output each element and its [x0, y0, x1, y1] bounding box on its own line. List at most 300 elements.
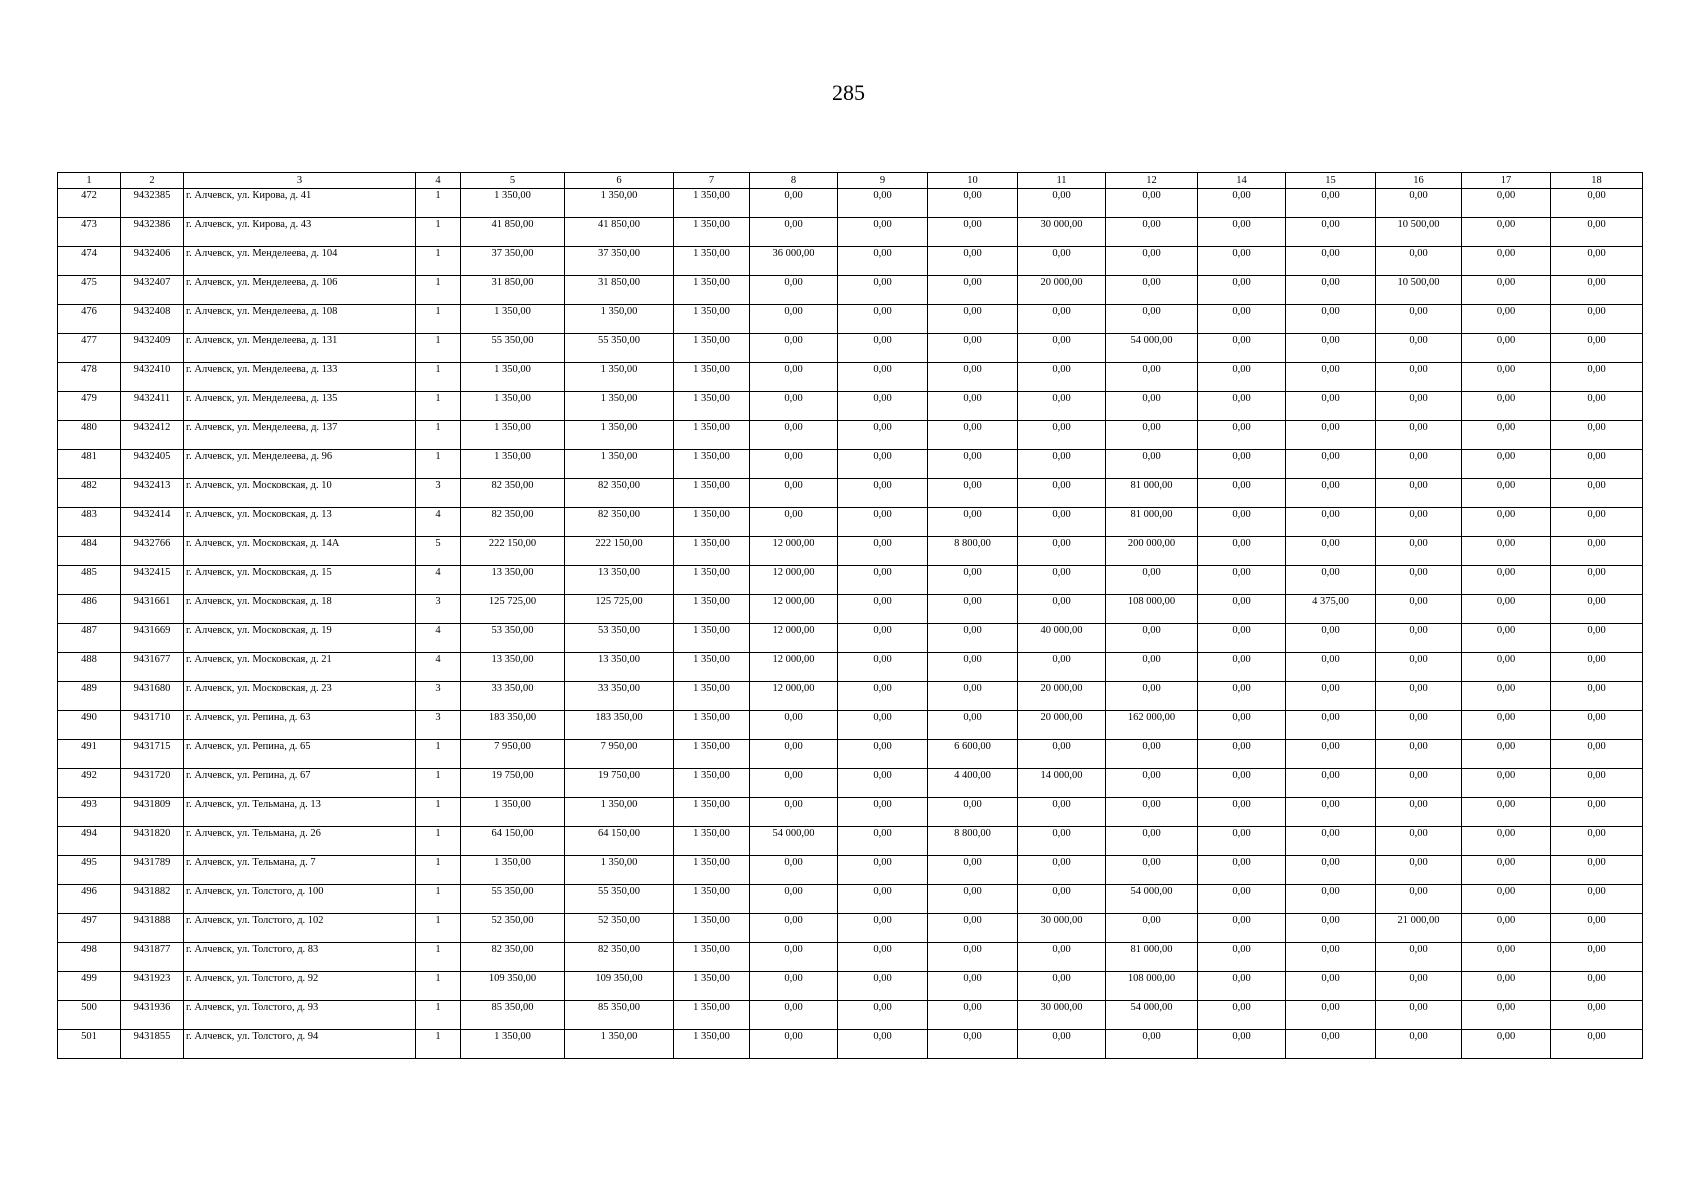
table-cell: 0,00 [1462, 276, 1551, 305]
table-cell: 0,00 [1376, 363, 1462, 392]
table-cell: 0,00 [1198, 363, 1286, 392]
table-cell: 0,00 [1462, 914, 1551, 943]
address-cell: г. Алчевск, ул. Московская, д. 10 [184, 479, 416, 508]
table-cell: 9432407 [121, 276, 184, 305]
table-cell: 0,00 [1286, 943, 1376, 972]
table-cell: 0,00 [1376, 334, 1462, 363]
table-cell: 0,00 [1286, 1030, 1376, 1059]
table-cell: 1 [416, 421, 461, 450]
table-cell: 0,00 [1018, 247, 1106, 276]
table-cell: 9431789 [121, 856, 184, 885]
table-cell: 0,00 [1286, 276, 1376, 305]
table-cell: 0,00 [1286, 363, 1376, 392]
table-row [58, 537, 1643, 566]
table-cell: 6 600,00 [928, 740, 1018, 769]
table-cell: 1 [416, 885, 461, 914]
table-cell: 12 000,00 [750, 566, 838, 595]
table-row [58, 624, 1643, 653]
table-cell: 0,00 [1462, 885, 1551, 914]
table-cell: 1 350,00 [565, 1030, 674, 1059]
table-cell: 0,00 [750, 479, 838, 508]
table-cell: 0,00 [1286, 334, 1376, 363]
table-row [58, 218, 1643, 247]
column-header: 18 [1551, 173, 1643, 189]
table-cell: 0,00 [1376, 537, 1462, 566]
table-cell: 0,00 [1551, 682, 1643, 711]
table-cell: 0,00 [1198, 392, 1286, 421]
table-cell: 0,00 [1106, 740, 1198, 769]
table-cell: 473 [58, 218, 121, 247]
table-row [58, 247, 1643, 276]
table-cell: 0,00 [750, 363, 838, 392]
table-cell: 0,00 [838, 334, 928, 363]
table-cell: 1 [416, 334, 461, 363]
table-cell: 0,00 [1551, 1001, 1643, 1030]
table-cell: 0,00 [1106, 421, 1198, 450]
column-header: 12 [1106, 173, 1198, 189]
table-cell: 0,00 [750, 856, 838, 885]
address-cell: г. Алчевск, ул. Менделеева, д. 106 [184, 276, 416, 305]
table-cell: 13 350,00 [565, 566, 674, 595]
table-cell: 30 000,00 [1018, 218, 1106, 247]
table-cell: 495 [58, 856, 121, 885]
table-cell: 1 [416, 740, 461, 769]
address-cell: г. Алчевск, ул. Толстого, д. 93 [184, 1001, 416, 1030]
table-cell: 0,00 [1198, 189, 1286, 218]
table-cell: 0,00 [838, 421, 928, 450]
table-cell: 1 350,00 [674, 595, 750, 624]
table-cell: 0,00 [1462, 943, 1551, 972]
table-cell: 0,00 [928, 363, 1018, 392]
table-cell: 0,00 [1198, 798, 1286, 827]
table-cell: 0,00 [928, 247, 1018, 276]
table-cell: 20 000,00 [1018, 682, 1106, 711]
table-cell: 1 350,00 [565, 421, 674, 450]
table-row [58, 566, 1643, 595]
table-cell: 0,00 [750, 392, 838, 421]
table-cell: 7 950,00 [565, 740, 674, 769]
table-cell: 0,00 [750, 189, 838, 218]
address-cell: г. Алчевск, ул. Кирова, д. 41 [184, 189, 416, 218]
table-cell: 9432413 [121, 479, 184, 508]
table-cell: 0,00 [1551, 653, 1643, 682]
table-cell: 0,00 [750, 972, 838, 1001]
table-cell: 0,00 [1106, 798, 1198, 827]
table-cell: 479 [58, 392, 121, 421]
table-cell: 0,00 [1106, 856, 1198, 885]
table-cell: 0,00 [928, 624, 1018, 653]
table-cell: 0,00 [1376, 653, 1462, 682]
table-cell: 0,00 [838, 769, 928, 798]
table-cell: 1 350,00 [674, 334, 750, 363]
column-header: 10 [928, 173, 1018, 189]
table-cell: 0,00 [750, 1001, 838, 1030]
table-body [58, 189, 1643, 1059]
table-cell: 481 [58, 450, 121, 479]
table-cell: 200 000,00 [1106, 537, 1198, 566]
table-cell: 20 000,00 [1018, 711, 1106, 740]
table-cell: 9431677 [121, 653, 184, 682]
address-cell: г. Алчевск, ул. Московская, д. 13 [184, 508, 416, 537]
table-cell: 1 [416, 189, 461, 218]
table-cell: 0,00 [1018, 537, 1106, 566]
column-header: 8 [750, 173, 838, 189]
table-cell: 501 [58, 1030, 121, 1059]
table-cell: 0,00 [1551, 276, 1643, 305]
table-cell: 183 350,00 [461, 711, 565, 740]
table-cell: 4 400,00 [928, 769, 1018, 798]
table-cell: 1 350,00 [461, 798, 565, 827]
table-cell: 54 000,00 [1106, 885, 1198, 914]
table-cell: 1 350,00 [674, 508, 750, 537]
table-cell: 0,00 [1462, 479, 1551, 508]
column-header: 2 [121, 173, 184, 189]
table-cell: 37 350,00 [461, 247, 565, 276]
column-header: 5 [461, 173, 565, 189]
table-cell: 0,00 [928, 972, 1018, 1001]
address-cell: г. Алчевск, ул. Толстого, д. 102 [184, 914, 416, 943]
table-cell: 64 150,00 [461, 827, 565, 856]
table-cell: 0,00 [928, 682, 1018, 711]
table-cell: 1 350,00 [674, 247, 750, 276]
table-cell: 0,00 [750, 798, 838, 827]
table-row [58, 943, 1643, 972]
table-cell: 1 350,00 [674, 827, 750, 856]
table-cell: 9431669 [121, 624, 184, 653]
table-cell: 0,00 [1462, 421, 1551, 450]
table-cell: 12 000,00 [750, 537, 838, 566]
table-header [58, 173, 1643, 189]
table-cell: 0,00 [1462, 682, 1551, 711]
table-cell: 12 000,00 [750, 653, 838, 682]
table-cell: 0,00 [1376, 595, 1462, 624]
table-cell: 0,00 [1198, 740, 1286, 769]
table-row [58, 769, 1643, 798]
table-cell: 1 350,00 [565, 856, 674, 885]
table-cell: 12 000,00 [750, 595, 838, 624]
table-cell: 0,00 [1198, 1030, 1286, 1059]
table-cell: 483 [58, 508, 121, 537]
table-cell: 0,00 [1198, 276, 1286, 305]
table-cell: 1 350,00 [674, 218, 750, 247]
table-cell: 0,00 [1018, 827, 1106, 856]
table-cell: 488 [58, 653, 121, 682]
table-cell: 9431882 [121, 885, 184, 914]
table-cell: 8 800,00 [928, 537, 1018, 566]
table-cell: 1 350,00 [674, 421, 750, 450]
table-cell: 1 [416, 943, 461, 972]
table-cell: 0,00 [838, 914, 928, 943]
table-cell: 64 150,00 [565, 827, 674, 856]
column-header: 17 [1462, 173, 1551, 189]
table-cell: 1 350,00 [674, 537, 750, 566]
table-cell: 0,00 [1286, 218, 1376, 247]
column-header: 1 [58, 173, 121, 189]
table-cell: 0,00 [838, 711, 928, 740]
column-header: 4 [416, 173, 461, 189]
table-cell: 82 350,00 [565, 479, 674, 508]
table-cell: 0,00 [1018, 189, 1106, 218]
table-cell: 0,00 [1551, 363, 1643, 392]
table-cell: 0,00 [750, 508, 838, 537]
table-cell: 0,00 [928, 218, 1018, 247]
table-cell: 37 350,00 [565, 247, 674, 276]
table-cell: 1 [416, 392, 461, 421]
table-cell: 0,00 [1462, 653, 1551, 682]
table-cell: 0,00 [1106, 363, 1198, 392]
table-cell: 0,00 [1018, 479, 1106, 508]
table-cell: 1 350,00 [674, 711, 750, 740]
table-cell: 85 350,00 [565, 1001, 674, 1030]
table-cell: 1 350,00 [674, 363, 750, 392]
address-cell: г. Алчевск, ул. Менделеева, д. 131 [184, 334, 416, 363]
table-cell: 1 350,00 [674, 1030, 750, 1059]
table-row [58, 595, 1643, 624]
table-cell: 0,00 [750, 1030, 838, 1059]
table-row [58, 363, 1643, 392]
table-row [58, 682, 1643, 711]
table-cell: 0,00 [1018, 1030, 1106, 1059]
table-cell: 0,00 [1462, 247, 1551, 276]
table-cell: 0,00 [1106, 914, 1198, 943]
table-cell: 9432409 [121, 334, 184, 363]
table-row [58, 305, 1643, 334]
table-cell: 10 500,00 [1376, 218, 1462, 247]
table-cell: 52 350,00 [565, 914, 674, 943]
table-cell: 0,00 [1106, 218, 1198, 247]
table-cell: 0,00 [1198, 914, 1286, 943]
table-cell: 0,00 [1018, 450, 1106, 479]
table-cell: 0,00 [1551, 189, 1643, 218]
table-cell: 0,00 [928, 450, 1018, 479]
table-cell: 0,00 [750, 218, 838, 247]
table-cell: 491 [58, 740, 121, 769]
table-cell: 0,00 [1462, 711, 1551, 740]
table-cell: 1 [416, 827, 461, 856]
table-cell: 0,00 [1376, 1001, 1462, 1030]
table-cell: 0,00 [1018, 305, 1106, 334]
table-cell: 1 [416, 247, 461, 276]
table-cell: 0,00 [838, 392, 928, 421]
table-cell: 0,00 [1198, 943, 1286, 972]
table-cell: 0,00 [1551, 450, 1643, 479]
table-cell: 82 350,00 [461, 479, 565, 508]
table-cell: 490 [58, 711, 121, 740]
table-cell: 0,00 [1286, 1001, 1376, 1030]
table-cell: 0,00 [1018, 566, 1106, 595]
table-cell: 497 [58, 914, 121, 943]
table-cell: 1 350,00 [461, 450, 565, 479]
table-cell: 0,00 [1286, 914, 1376, 943]
table-cell: 478 [58, 363, 121, 392]
table-row [58, 827, 1643, 856]
table-cell: 0,00 [1551, 914, 1643, 943]
table-cell: 0,00 [1018, 508, 1106, 537]
table-cell: 4 [416, 624, 461, 653]
table-cell: 0,00 [928, 856, 1018, 885]
table-cell: 3 [416, 479, 461, 508]
table-cell: 0,00 [1551, 856, 1643, 885]
table-row [58, 1030, 1643, 1059]
table-cell: 8 800,00 [928, 827, 1018, 856]
table-cell: 0,00 [1198, 1001, 1286, 1030]
table-cell: 1 350,00 [674, 682, 750, 711]
table-cell: 0,00 [928, 914, 1018, 943]
table-cell: 0,00 [1551, 305, 1643, 334]
table-cell: 0,00 [1376, 508, 1462, 537]
table-cell: 13 350,00 [565, 653, 674, 682]
table-cell: 0,00 [1462, 218, 1551, 247]
column-header: 15 [1286, 173, 1376, 189]
table-cell: 1 [416, 914, 461, 943]
table-cell: 0,00 [1198, 972, 1286, 1001]
table-cell: 0,00 [1106, 247, 1198, 276]
table-cell: 493 [58, 798, 121, 827]
address-cell: г. Алчевск, ул. Московская, д. 21 [184, 653, 416, 682]
table-cell: 1 350,00 [674, 885, 750, 914]
table-cell: 4 375,00 [1286, 595, 1376, 624]
table-cell: 0,00 [1198, 479, 1286, 508]
table-cell: 0,00 [750, 450, 838, 479]
table-cell: 1 350,00 [461, 363, 565, 392]
table-cell: 1 350,00 [674, 305, 750, 334]
table-cell: 0,00 [928, 653, 1018, 682]
table-cell: 0,00 [1198, 334, 1286, 363]
table-cell: 0,00 [928, 276, 1018, 305]
table-cell: 1 350,00 [461, 1030, 565, 1059]
table-cell: 9432386 [121, 218, 184, 247]
table-cell: 0,00 [1551, 972, 1643, 1001]
table-cell: 0,00 [838, 363, 928, 392]
table-cell: 1 [416, 218, 461, 247]
column-header: 16 [1376, 173, 1462, 189]
table-cell: 0,00 [1376, 624, 1462, 653]
table-cell: 484 [58, 537, 121, 566]
table-cell: 0,00 [1286, 305, 1376, 334]
table-cell: 1 350,00 [674, 450, 750, 479]
table-cell: 477 [58, 334, 121, 363]
table-cell: 0,00 [1198, 537, 1286, 566]
table-cell: 82 350,00 [565, 508, 674, 537]
table-cell: 0,00 [1286, 392, 1376, 421]
table-cell: 0,00 [838, 595, 928, 624]
table-cell: 0,00 [1376, 247, 1462, 276]
column-header: 7 [674, 173, 750, 189]
table-cell: 54 000,00 [1106, 334, 1198, 363]
table-cell: 486 [58, 595, 121, 624]
table-cell: 0,00 [1462, 740, 1551, 769]
table-cell: 4 [416, 508, 461, 537]
table-cell: 0,00 [1198, 711, 1286, 740]
table-cell: 0,00 [928, 595, 1018, 624]
table-cell: 0,00 [750, 769, 838, 798]
table-cell: 1 350,00 [674, 856, 750, 885]
table-cell: 125 725,00 [565, 595, 674, 624]
table-cell: 9432411 [121, 392, 184, 421]
table-cell: 0,00 [1376, 566, 1462, 595]
table-cell: 0,00 [838, 624, 928, 653]
table-cell: 0,00 [838, 885, 928, 914]
table-cell: 0,00 [1018, 885, 1106, 914]
table-cell: 474 [58, 247, 121, 276]
table-cell: 55 350,00 [565, 334, 674, 363]
table-cell: 1 350,00 [674, 943, 750, 972]
table-cell: 13 350,00 [461, 566, 565, 595]
table-cell: 81 000,00 [1106, 943, 1198, 972]
table-cell: 1 350,00 [461, 305, 565, 334]
table-cell: 0,00 [750, 943, 838, 972]
table-cell: 1 [416, 856, 461, 885]
table-cell: 0,00 [928, 711, 1018, 740]
table-cell: 0,00 [1198, 305, 1286, 334]
table-cell: 0,00 [1198, 595, 1286, 624]
table-cell: 81 000,00 [1106, 508, 1198, 537]
table-cell: 0,00 [928, 479, 1018, 508]
table-cell: 1 [416, 450, 461, 479]
table-cell: 0,00 [1018, 943, 1106, 972]
table-cell: 0,00 [750, 885, 838, 914]
table-cell: 222 150,00 [461, 537, 565, 566]
table-cell: 1 350,00 [674, 972, 750, 1001]
table-cell: 0,00 [838, 537, 928, 566]
address-cell: г. Алчевск, ул. Тельмана, д. 13 [184, 798, 416, 827]
table-cell: 1 350,00 [674, 392, 750, 421]
table-cell: 0,00 [1551, 537, 1643, 566]
table-cell: 19 750,00 [565, 769, 674, 798]
table-cell: 0,00 [1376, 421, 1462, 450]
table-cell: 1 350,00 [461, 421, 565, 450]
table-cell: 0,00 [1286, 972, 1376, 1001]
table-cell: 9431715 [121, 740, 184, 769]
table-cell: 5 [416, 537, 461, 566]
table-cell: 1 350,00 [565, 305, 674, 334]
table-cell: 1 [416, 798, 461, 827]
table-cell: 0,00 [928, 885, 1018, 914]
table-cell: 0,00 [1376, 856, 1462, 885]
table-row [58, 189, 1643, 218]
table-cell: 13 350,00 [461, 653, 565, 682]
table-cell: 0,00 [1462, 392, 1551, 421]
table-cell: 9431680 [121, 682, 184, 711]
table-cell: 472 [58, 189, 121, 218]
table-row [58, 914, 1643, 943]
table-cell: 9432414 [121, 508, 184, 537]
page-number: 285 [832, 80, 865, 105]
table-cell: 0,00 [1376, 392, 1462, 421]
table-cell: 41 850,00 [461, 218, 565, 247]
table-cell: 0,00 [1018, 856, 1106, 885]
address-cell: г. Алчевск, ул. Репина, д. 63 [184, 711, 416, 740]
table-cell: 0,00 [1376, 798, 1462, 827]
table-cell: 489 [58, 682, 121, 711]
table-cell: 0,00 [1018, 972, 1106, 1001]
table-cell: 1 350,00 [565, 450, 674, 479]
table-row [58, 479, 1643, 508]
table-cell: 0,00 [1286, 508, 1376, 537]
table-cell: 0,00 [1018, 421, 1106, 450]
table-row [58, 972, 1643, 1001]
table-cell: 0,00 [1376, 885, 1462, 914]
table-cell: 0,00 [1376, 479, 1462, 508]
table-cell: 1 350,00 [461, 392, 565, 421]
table-row [58, 450, 1643, 479]
table-cell: 0,00 [1106, 769, 1198, 798]
table-cell: 9432412 [121, 421, 184, 450]
table-cell: 1 [416, 276, 461, 305]
table-cell: 0,00 [838, 189, 928, 218]
table-cell: 0,00 [1286, 189, 1376, 218]
table-cell: 498 [58, 943, 121, 972]
